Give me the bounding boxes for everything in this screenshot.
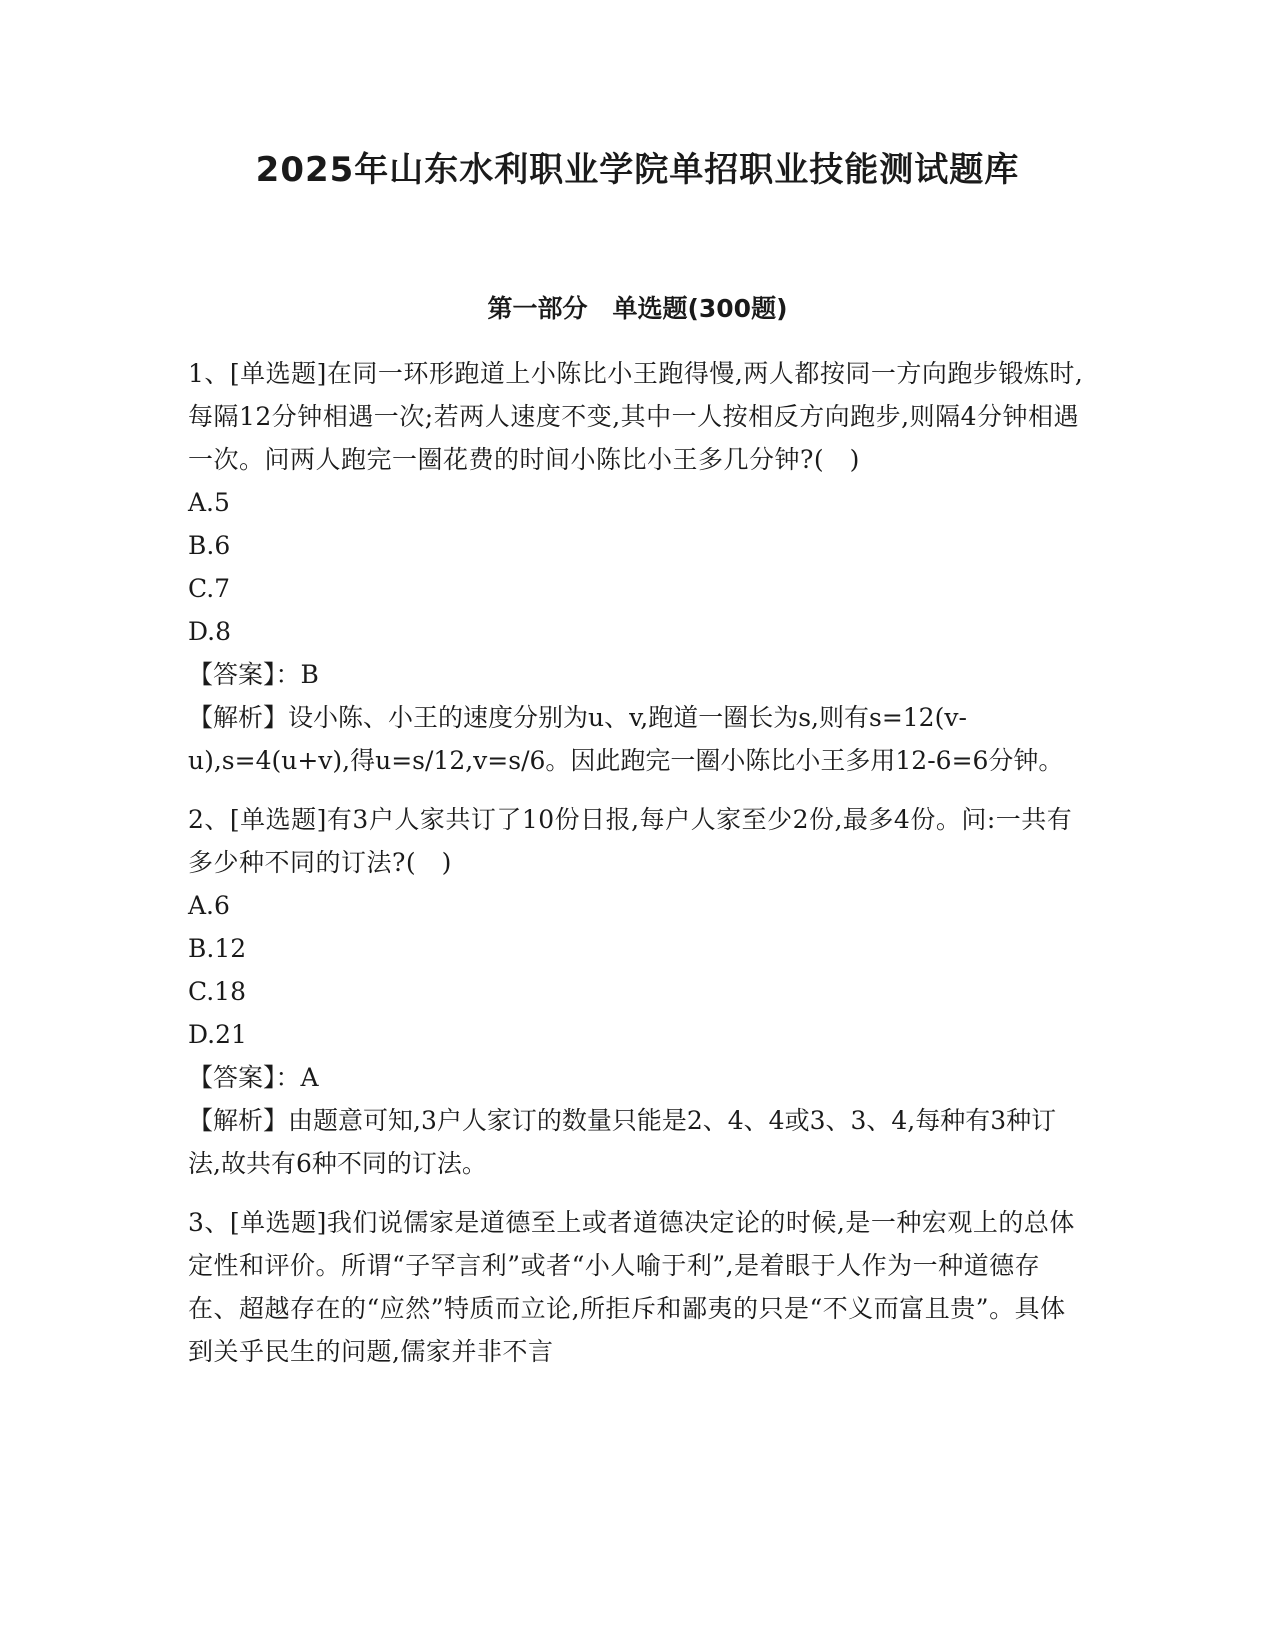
question-2 <box>188 798 1088 1185</box>
question-3 <box>188 1201 1088 1373</box>
option-b: B.6 <box>188 531 231 560</box>
question-1 <box>188 352 1088 782</box>
answer-line <box>188 1056 1088 1099</box>
document-title: 2025年山东水利职业学院单招职业技能测试题库 <box>255 150 1020 190</box>
question-list <box>188 352 1088 1389</box>
analysis-label: 【解析】 <box>188 703 289 732</box>
answer-line <box>188 653 1088 696</box>
question-text: 2、[单选题]有3户人家共订了10份日报,每户人家至少2份,最多4份。问:一共有多少种不同的订法?( ) <box>188 805 1073 877</box>
analysis-text: 设小陈、小王的速度分别为u、v,跑道一圈长为s,则有s=12(v-u),s=4(u+v),得u=s/12,v=s/6。因此跑完一圈小陈比小王多用12-6=6分钟。 <box>188 703 1064 775</box>
option-a: A.6 <box>188 891 230 920</box>
question-text: 3、[单选题]我们说儒家是道德至上或者道德决定论的时候,是一种宏观上的总体定性和评价。所谓“子罕言利”或者“小人喻于利”,是着眼于人作为一种道德存在、超越存在的“应然”特质而立论,所拒斥和鄙夷的只是“不义而富且贵”。具体到关乎民生的问题,儒家并非不言 <box>188 1208 1075 1366</box>
option-list <box>188 884 1088 1056</box>
option-list <box>188 481 1088 653</box>
option-c: C.7 <box>188 574 231 603</box>
question-text: 1、[单选题]在同一环形跑道上小陈比小王跑得慢,两人都按同一方向跑步锻炼时,每隔12分钟相遇一次;若两人速度不变,其中一人按相反方向跑步,则隔4分钟相遇一次。问两人跑完一圈花费的时间小陈比小王多几分钟?( ) <box>188 359 1084 474</box>
option-c: C.18 <box>188 977 246 1006</box>
answer-value: A <box>300 1063 319 1092</box>
answer-label: 【答案】： <box>188 660 301 689</box>
analysis-line <box>188 1099 1088 1185</box>
answer-value: B <box>300 660 319 689</box>
option-d: D.8 <box>188 617 232 646</box>
option-a: A.5 <box>188 488 230 517</box>
option-b: B.12 <box>188 934 247 963</box>
section-title: 第一部分 单选题(300题) <box>487 294 788 323</box>
analysis-line <box>188 696 1088 782</box>
analysis-label: 【解析】 <box>188 1106 289 1135</box>
option-d: D.21 <box>188 1020 247 1049</box>
answer-label: 【答案】： <box>188 1063 301 1092</box>
analysis-text: 由题意可知,3户人家订的数量只能是2、4、4或3、3、4,每种有3种订法,故共有6种不同的订法。 <box>188 1106 1057 1178</box>
